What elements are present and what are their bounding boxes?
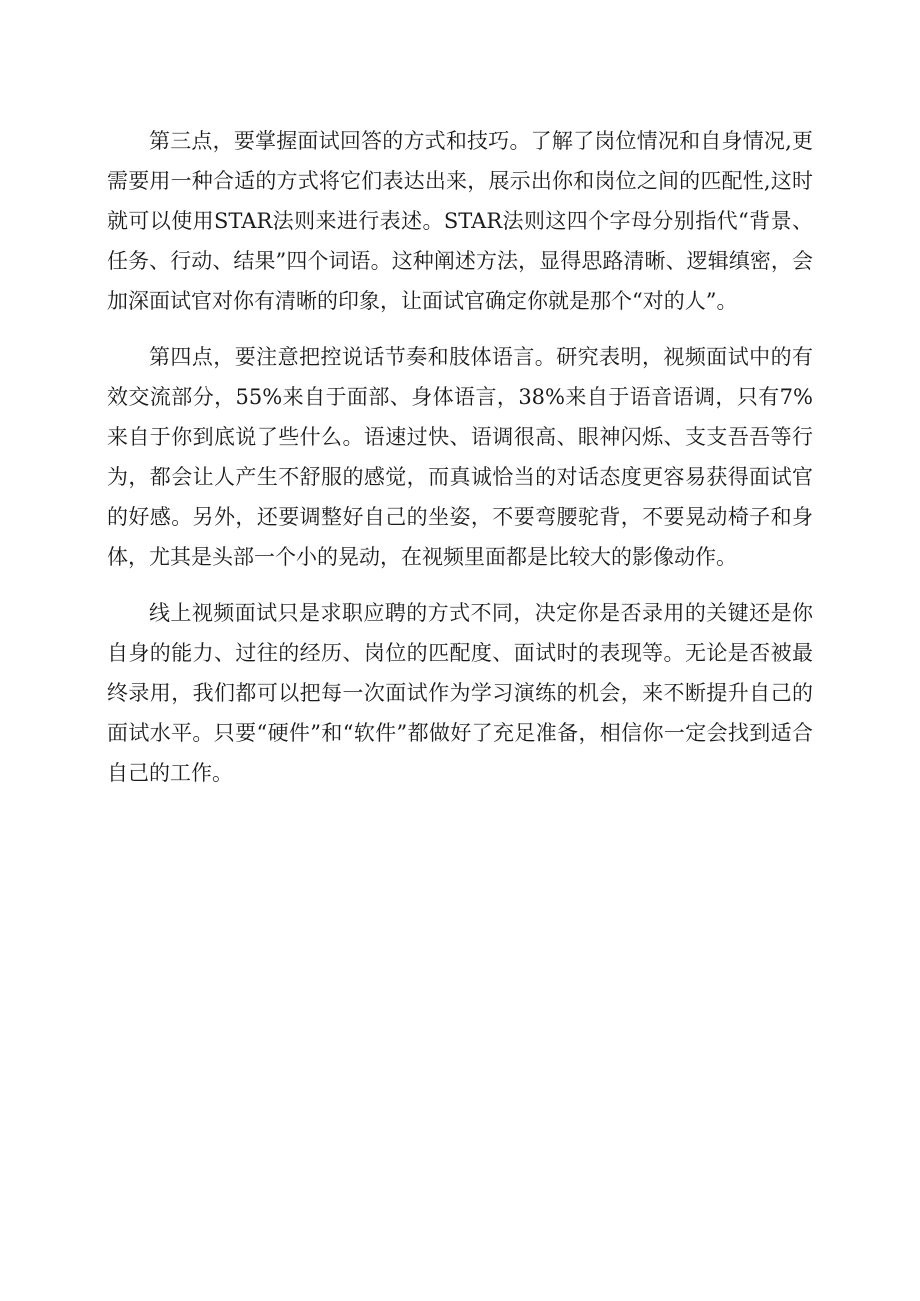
paragraph-fourth-point: 第四点，要注意把控说话节奏和肢体语言。研究表明，视频面试中的有效交流部分，55%来自于面部、身体语言，38%来自于语音语调，只有7%来自于你到底说了些什么。语速过快、语调很高、眼神闪烁、支支吾吾等行为，都会让人产生不舒服的感觉，而真诚恰当的对话态度更容易获得面试官的好感。另外，还要调整好自己的坐姿，不要弯腰驼背，不要晃动椅子和身体，尤其是头部一个小的晃动，在视频里面都是比较大的影像动作。 (107, 345, 813, 569)
paragraph-third-point: 第三点，要掌握面试回答的方式和技巧。了解了岗位情况和自身情况,更需要用一种合适的方式将它们表达出来，展示出你和岗位之间的匹配性,这时就可以使用STAR法则来进行表述。STAR法则这四个字母分别指代“背景、任务、行动、结果”四个词语。这种阐述方法，显得思路清晰、逻辑缜密，会加深面试官对你有清晰的印象，让面试官确定你就是那个“对的人”。 (107, 129, 813, 313)
paragraph-conclusion: 线上视频面试只是求职应聘的方式不同，决定你是否录用的关键还是你自身的能力、过往的经历、岗位的匹配度、面试时的表现等。无论是否被最终录用，我们都可以把每一次面试作为学习演练的机会，来不断提升自己的面试水平。只要“硬件”和“软件”都做好了充足准备，相信你一定会找到适合自己的工作。 (107, 601, 813, 785)
document-body (107, 121, 813, 809)
